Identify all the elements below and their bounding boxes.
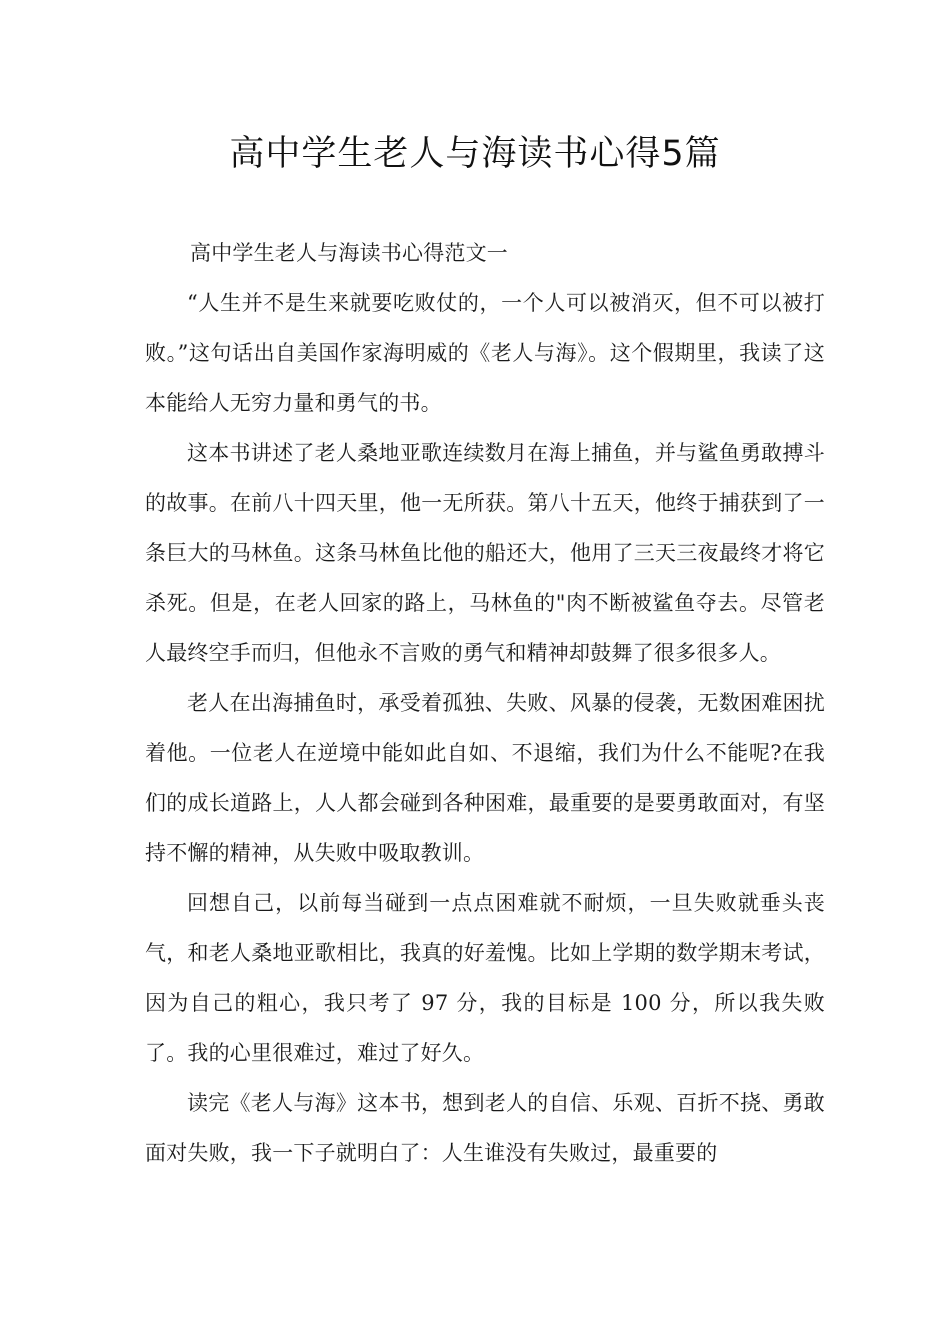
paragraph: 这本书讲述了老人桑地亚歌连续数月在海上捕鱼，并与鲨鱼勇敢搏斗的故事。在前八十四天里，他一无所获。第八十五天，他终于捕获到了一条巨大的马林鱼。这条马林鱼比他的船还大，他用了三天三夜最终才将它杀死。但是，在老人回家的路上，马林鱼的"肉不断被鲨鱼夺去。尽管老人最终空手而归，但他永不言败的勇气和精神却鼓舞了很多很多人。 [145,441,825,665]
document-body [145,228,825,1178]
paragraph: “人生并不是生来就要吃败仗的，一个人可以被消灭，但不可以被打败。”这句话出自美国作家海明威的《老人与海》。这个假期里，我读了这本能给人无穷力量和勇气的书。 [145,291,825,415]
paragraph: 老人在出海捕鱼时，承受着孤独、失败、风暴的侵袭，无数困难困扰着他。一位老人在逆境中能如此自如、不退缩，我们为什么不能呢?在我们的成长道路上，人人都会碰到各种困难，最重要的是要勇敢面对，有坚持不懈的精神，从失败中吸取教训。 [145,691,825,865]
paragraph: 读完《老人与海》这本书，想到老人的自信、乐观、百折不挠、勇敢面对失败，我一下子就明白了：人生谁没有失败过，最重要的 [145,1091,825,1165]
paragraph: 回想自己，以前每当碰到一点点困难就不耐烦，一旦失败就垂头丧气，和老人桑地亚歌相比，我真的好羞愧。比如上学期的数学期末考试，因为自己的粗心，我只考了 97 分，我的目标是 100 分，所以我失败了。我的心里很难过，难过了好久。 [145,891,825,1065]
document-title: 高中学生老人与海读书心得5篇 [229,134,721,174]
section-heading: 高中学生老人与海读书心得范文一 [190,241,508,265]
